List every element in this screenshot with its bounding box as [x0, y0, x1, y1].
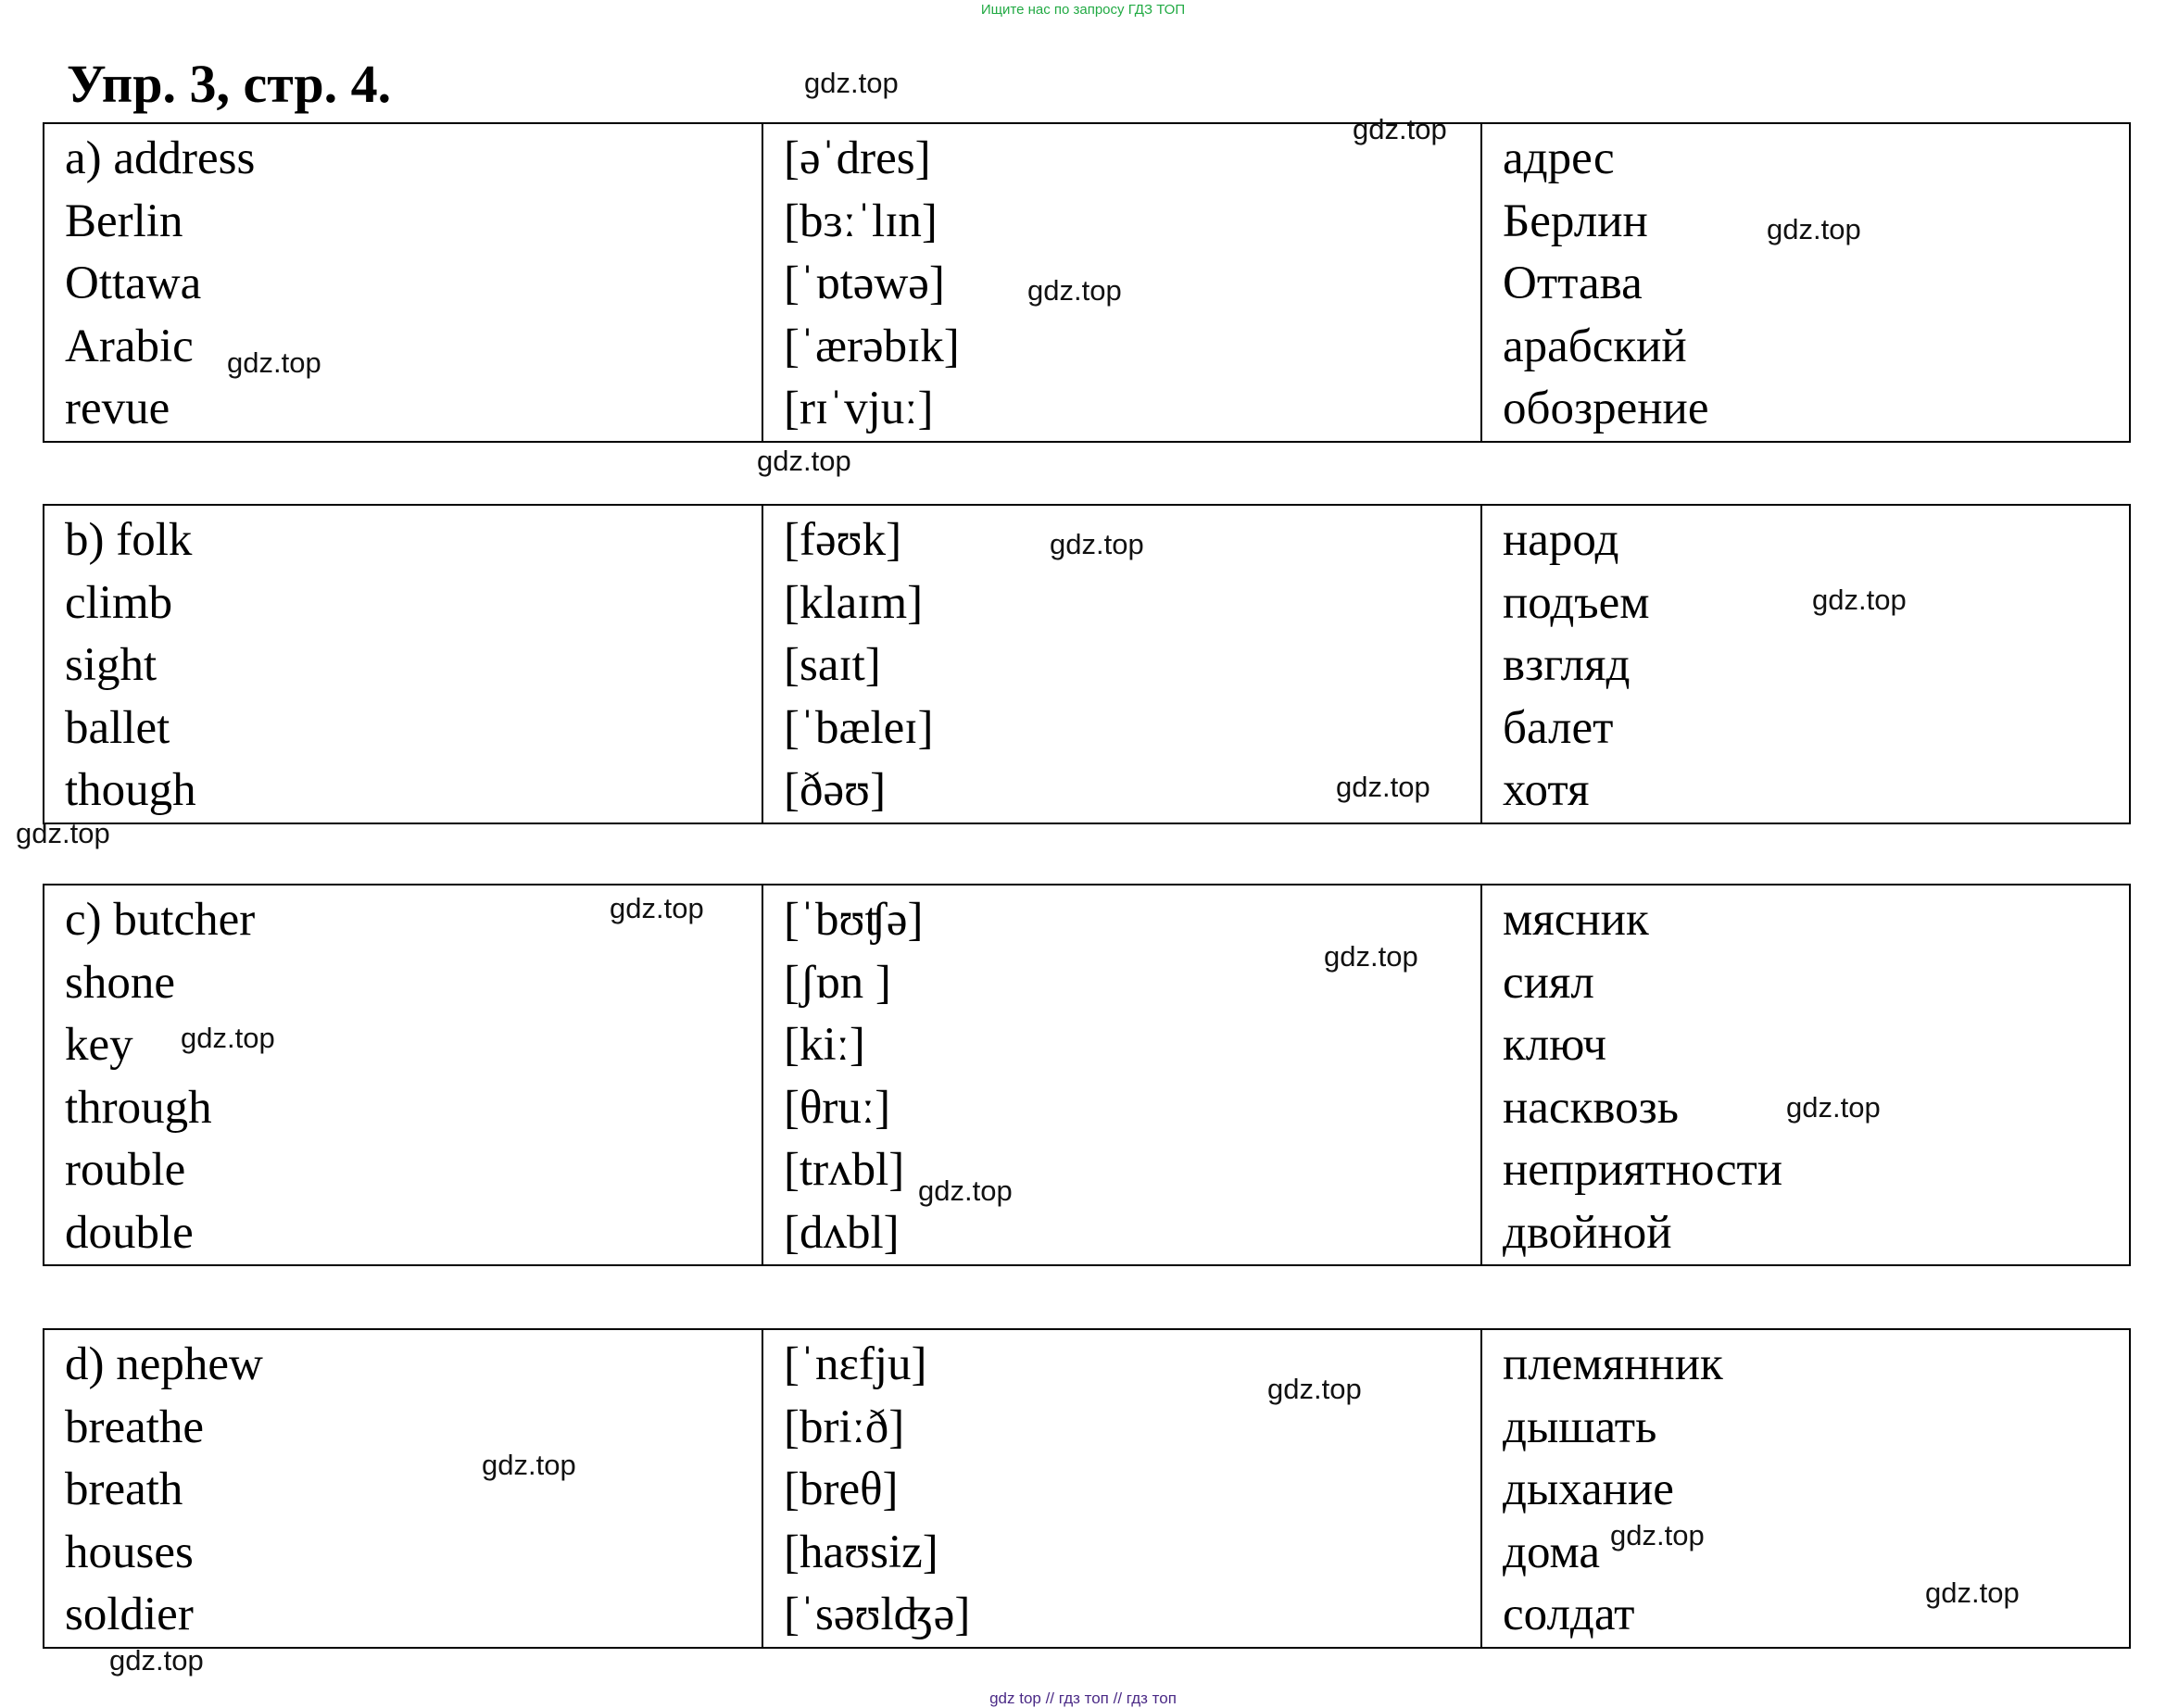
word: Arabic [65, 320, 194, 372]
translation: дышать [1503, 1400, 1657, 1453]
translation: обозрение [1503, 383, 1709, 434]
words-column [44, 885, 762, 1265]
word: ballet [65, 701, 170, 754]
translation: адрес [1503, 132, 1615, 184]
transcription: [ˈsəʊlʤə] [784, 1589, 971, 1640]
translation: дома [1503, 1526, 1601, 1578]
watermark: gdz.top [610, 892, 704, 924]
watermark: gdz.top [16, 817, 110, 849]
watermark: gdz.top [804, 67, 899, 99]
transcription: [breθ] [784, 1463, 899, 1515]
page-title: Упр. 3, стр. 4. [67, 54, 392, 114]
transcription: [klaɪm] [784, 576, 924, 629]
word: shone [65, 956, 175, 1009]
word: sight [65, 639, 157, 691]
watermark: gdz.top [1786, 1091, 1881, 1124]
translation: балет [1503, 701, 1614, 754]
translation: двойной [1503, 1206, 1672, 1259]
translation: сиял [1503, 956, 1594, 1009]
watermark: gdz.top [1925, 1576, 2020, 1609]
word: c) butcher [65, 894, 256, 946]
words-column [44, 505, 762, 823]
translations-column [1481, 123, 2130, 442]
watermark: gdz.top [482, 1449, 576, 1481]
word: through [65, 1081, 212, 1134]
transcription: [rɪˈvjuː] [784, 383, 934, 434]
translation: хотя [1503, 764, 1590, 816]
transcription: [ˈbʊʧə] [784, 894, 924, 946]
translation: арабский [1503, 320, 1687, 372]
transcription: [ˈɒtəwə] [784, 257, 945, 309]
translation: племянник [1503, 1338, 1723, 1390]
transcription: [dʌbl] [784, 1206, 900, 1259]
vocab-table-d [43, 1328, 2131, 1649]
translations-column [1481, 885, 2130, 1265]
transcription: [fəʊk] [784, 514, 902, 566]
transcriptions-column [762, 123, 1481, 442]
watermark: gdz.top [1353, 113, 1447, 145]
word: soldier [65, 1589, 194, 1640]
translations-column [1481, 505, 2130, 823]
word: b) folk [65, 514, 193, 566]
transcription: [kiː] [784, 1019, 865, 1071]
watermark: gdz.top [227, 346, 321, 379]
watermark: gdz.top [1267, 1373, 1362, 1405]
transcription: [ˈærəbɪk] [784, 320, 960, 372]
watermark: gdz.top [1027, 274, 1122, 307]
watermark: gdz.top [1767, 213, 1861, 245]
watermark: gdz.top [918, 1174, 1013, 1207]
transcription: [ˈnɛfju] [784, 1338, 927, 1390]
translation: неприятности [1503, 1144, 1783, 1196]
transcription: [bɜːˈlɪn] [784, 195, 938, 247]
watermark: gdz.top [1336, 771, 1430, 803]
translation: насквозь [1503, 1081, 1679, 1134]
word: houses [65, 1526, 194, 1578]
translation: мясник [1503, 894, 1649, 946]
word: breath [65, 1463, 183, 1515]
transcription: [trʌbl] [784, 1144, 905, 1196]
watermark: gdz.top [1324, 940, 1418, 973]
transcription: [θruː] [784, 1081, 891, 1134]
word: key [65, 1019, 133, 1071]
translation: Оттава [1503, 257, 1643, 309]
words-column [44, 1329, 762, 1648]
transcription: [ʃɒn ] [784, 956, 891, 1009]
transcription: [saɪt] [784, 639, 881, 691]
word: rouble [65, 1144, 186, 1196]
watermark: gdz.top [757, 445, 851, 477]
watermark: gdz.top [181, 1022, 275, 1054]
word: Ottawa [65, 257, 202, 309]
watermark: gdz.top [1610, 1519, 1705, 1551]
vocab-table-c [43, 884, 2131, 1266]
transcription: [haʊsiz] [784, 1526, 938, 1578]
word: though [65, 764, 196, 816]
translation: подъем [1503, 576, 1650, 629]
footer-links: gdz top // гдз топ // гдз топ [989, 1689, 1177, 1707]
top-banner: Ищите нас по запросу ГДЗ ТОП [980, 2, 1186, 18]
transcription: [əˈdres] [784, 132, 931, 184]
word: a) address [65, 132, 256, 184]
watermark: gdz.top [1812, 584, 1907, 616]
transcriptions-column [762, 1329, 1481, 1648]
word: d) nephew [65, 1338, 263, 1390]
word: Berlin [65, 195, 183, 247]
transcription: [briːð] [784, 1400, 905, 1453]
translation: взгляд [1503, 639, 1631, 691]
watermark: gdz.top [109, 1644, 204, 1677]
words-column [44, 123, 762, 442]
translations-column [1481, 1329, 2130, 1648]
translation: ключ [1503, 1019, 1607, 1071]
transcription: [ðəʊ] [784, 764, 887, 816]
translation: народ [1503, 514, 1619, 566]
word: climb [65, 576, 173, 629]
translation: Берлин [1503, 195, 1648, 247]
word: double [65, 1206, 194, 1259]
transcription: [ˈbæleɪ] [784, 701, 934, 754]
word: revue [65, 383, 170, 434]
translation: солдат [1503, 1589, 1635, 1640]
translation: дыхание [1503, 1463, 1674, 1515]
watermark: gdz.top [1050, 528, 1144, 560]
word: breathe [65, 1400, 205, 1453]
